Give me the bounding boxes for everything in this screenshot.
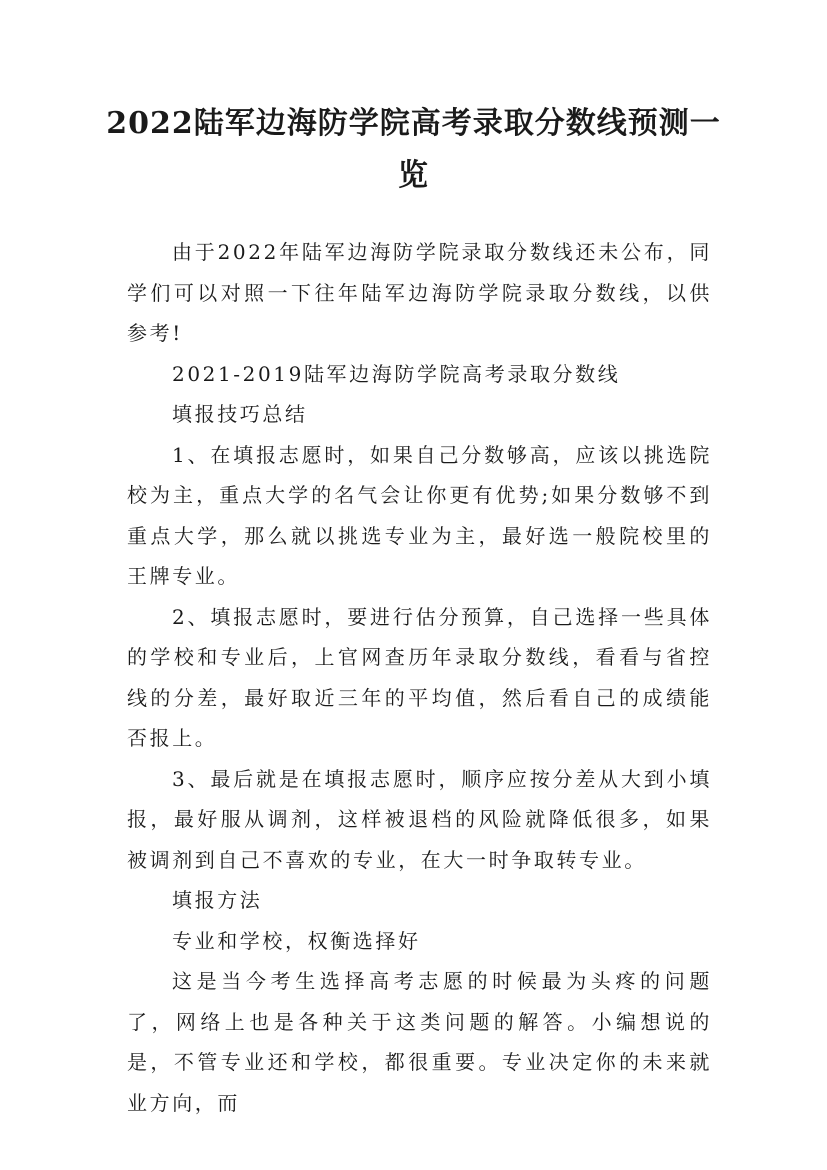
section-heading-tips: 填报技巧总结: [172, 402, 308, 426]
document-body: [127, 232, 712, 1123]
section-heading-scores: 2021-2019陆军边海防学院高考录取分数线: [172, 361, 621, 386]
document-title: 2022陆军边海防学院高考录取分数线预测一览: [106, 106, 721, 193]
intro-paragraph: 由于2022年陆军边海防学院录取分数线还未公布，同学们可以对照一下往年陆军边海防学院录取分数线，以供参考!: [127, 240, 712, 345]
body-paragraph-final: 这是当今考生选择高考志愿的时候最为头疼的问题了，网络上也是各种关于这类问题的解答。小编想说的是，不管专业还和学校，都很重要。专业决定你的未来就业方向，而: [127, 969, 712, 1115]
subheading-major-school: 专业和学校，权衡选择好: [172, 928, 421, 953]
section-heading-methods: 填报方法: [172, 888, 263, 912]
tip-paragraph-1: 1、在填报志愿时，如果自己分数够高，应该以挑选院校为主，重点大学的名气会让你更有优势;如果分数够不到重点大学，那么就以挑选专业为主，最好选一般院校里的王牌专业。: [127, 442, 712, 588]
tip-paragraph-3: 3、最后就是在填报志愿时，顺序应按分差从大到小填报，最好服从调剂，这样被退档的风险就降低很多，如果被调剂到自己不喜欢的专业，在大一时争取转专业。: [127, 766, 712, 872]
tip-paragraph-2: 2、填报志愿时，要进行估分预算，自己选择一些具体的学校和专业后，上官网查历年录取分数线，看看与省控线的分差，最好取近三年的平均值，然后看自己的成绩能否报上。: [127, 604, 712, 750]
